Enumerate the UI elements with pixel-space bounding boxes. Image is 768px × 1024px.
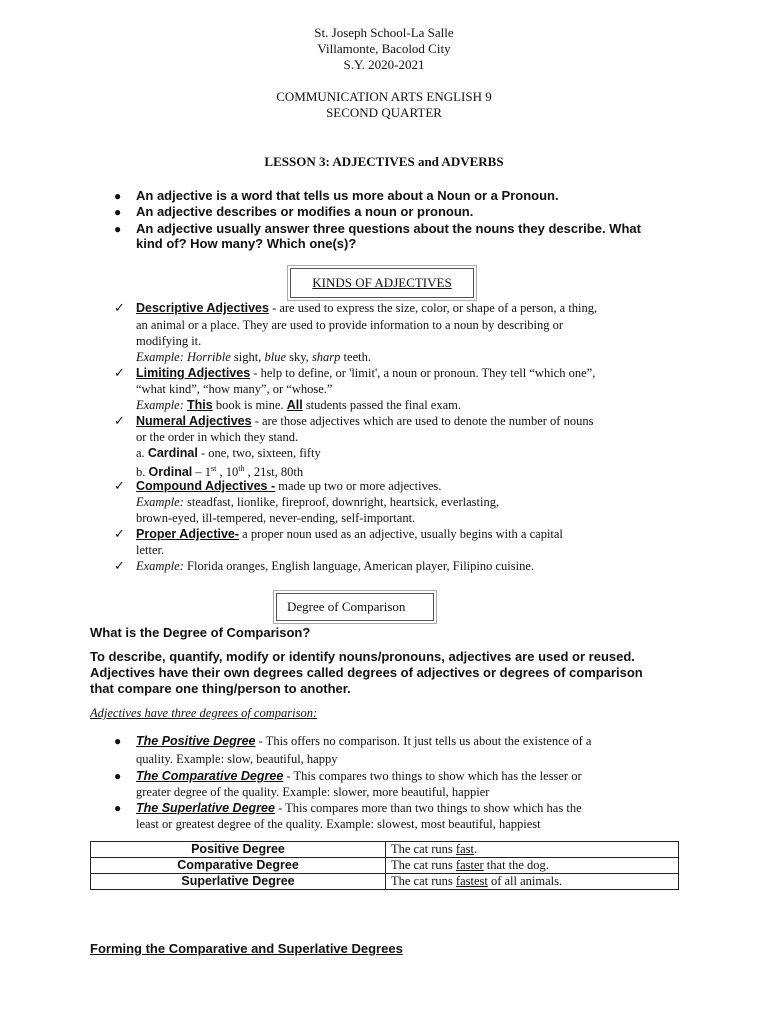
- degree-heading: Degree of Comparison: [287, 599, 406, 614]
- degree-heading-box: [276, 593, 434, 621]
- school-year: S.Y. 2020-2021: [343, 57, 425, 72]
- kind-limiting-line: “what kind”, “how many”, or “whose.”: [136, 382, 333, 396]
- kind-compound-example-line: brown-eyed, ill-tempered, never-ending, self-important.: [136, 511, 416, 525]
- kind-descriptive-line: modifying it.: [136, 334, 202, 348]
- school-name: St. Joseph School-La Salle: [314, 25, 454, 40]
- degree-paragraph-line: Adjectives have their own degrees called degrees of adjectives or degrees of comparison: [90, 665, 643, 680]
- intro-bullet: ● An adjective is a word that tells us more about a Noun or a Pronoun.: [114, 188, 559, 203]
- three-degrees-heading: Adjectives have three degrees of comparison:: [90, 706, 318, 720]
- intro-bullet: ● An adjective usually answer three questions about the nouns they describe. What: [114, 221, 641, 236]
- kind-proper-line: letter.: [136, 543, 165, 557]
- table-cell-example: The cat runs fast.: [386, 842, 679, 858]
- bullet-icon: ●: [114, 205, 122, 219]
- kind-numeral-line: or the order in which they stand.: [136, 430, 299, 444]
- checkmark-icon: ✓: [114, 558, 125, 573]
- checkmark-icon: ✓: [114, 526, 125, 541]
- intro-bullet-continued: kind of? How many? Which one(s)?: [136, 236, 357, 251]
- table-row: [91, 842, 679, 858]
- bullet-icon: ●: [114, 801, 122, 815]
- degree-item-positive-line: quality. Example: slow, beautiful, happy: [136, 752, 338, 766]
- kind-proper-example: ✓ Example: Florida oranges, English language, American player, Filipino cuisine.: [114, 558, 535, 573]
- degree-item-comparative-line: greater degree of the quality. Example: slower, more beautiful, happier: [136, 785, 490, 799]
- kind-limiting-example: Example: This book is mine. All students passed the final exam.: [136, 398, 461, 412]
- table-cell-example: The cat runs fastest of all animals.: [386, 874, 679, 890]
- kind-limiting: ✓ Limiting Adjectives - help to define, or 'limit', a noun or pronoun. They tell “which one”,: [114, 365, 596, 380]
- checkmark-icon: ✓: [114, 413, 125, 428]
- checkmark-icon: ✓: [114, 365, 125, 380]
- bullet-icon: ●: [114, 189, 122, 203]
- degree-question: What is the Degree of Comparison?: [90, 625, 311, 640]
- quarter-title: SECOND QUARTER: [326, 105, 442, 120]
- kind-numeral: ✓ Numeral Adjectives - are those adjectives which are used to denote the number of nouns: [114, 413, 594, 428]
- degree-paragraph-line: To describe, quantify, modify or identify nouns/pronouns, adjectives are used or reused.: [90, 649, 635, 664]
- kind-numeral-cardinal: a. Cardinal - one, two, sixteen, fifty: [136, 446, 321, 460]
- bullet-icon: ●: [114, 769, 122, 783]
- table-row: [91, 874, 679, 890]
- intro-bullet: ● An adjective describes or modifies a noun or pronoun.: [114, 204, 474, 219]
- table-cell-label: Superlative Degree: [91, 874, 386, 890]
- degree-paragraph-line: that compare one thing/person to another.: [90, 681, 351, 696]
- degree-item-comparative: ● The Comparative Degree - This compares two things to show which has the lesser or: [114, 769, 582, 783]
- kind-compound-example: Example: steadfast, lionlike, fireproof, downright, heartsick, everlasting,: [136, 495, 500, 509]
- kinds-heading: KINDS OF ADJECTIVES: [312, 275, 452, 290]
- degree-item-positive: ● The Positive Degree - This offers no comparison. It just tells us about the existence of a: [114, 734, 592, 748]
- kind-descriptive: ✓ Descriptive Adjectives - are used to express the size, color, or shape of a person, a thing,: [114, 300, 598, 315]
- table-row: [91, 858, 679, 874]
- bullet-icon: ●: [114, 222, 122, 236]
- degree-table: [90, 841, 679, 890]
- checkmark-icon: ✓: [114, 478, 125, 493]
- subject-title: COMMUNICATION ARTS ENGLISH 9: [276, 89, 492, 104]
- kinds-heading-box: [290, 268, 474, 298]
- lesson-title: LESSON 3: ADJECTIVES and ADVERBS: [264, 154, 504, 169]
- degree-item-superlative-line: least or greatest degree of the quality. Example: slowest, most beautiful, happiest: [136, 817, 541, 831]
- kind-proper: ✓ Proper Adjective- a proper noun used as an adjective, usually begins with a capital: [114, 526, 563, 541]
- school-address: Villamonte, Bacolod City: [317, 41, 451, 56]
- kind-descriptive-line: an animal or a place. They are used to provide information to a noun by describing or: [136, 318, 564, 332]
- table-cell-example: The cat runs faster that the dog.: [386, 858, 679, 874]
- kind-numeral-ordinal: b. Ordinal – 1st , 10th , 21st, 80th: [136, 464, 304, 480]
- kind-descriptive-example: Example: Horrible sight, blue sky, sharp teeth.: [136, 350, 371, 364]
- checkmark-icon: ✓: [114, 300, 125, 315]
- kind-compound: ✓ Compound Adjectives - made up two or more adjectives.: [114, 478, 442, 493]
- table-cell-label: Comparative Degree: [91, 858, 386, 874]
- degree-item-superlative: ● The Superlative Degree - This compares more than two things to show which has the: [114, 801, 582, 815]
- forming-heading: Forming the Comparative and Superlative Degrees: [90, 941, 403, 956]
- bullet-icon: ●: [114, 734, 122, 748]
- table-cell-label: Positive Degree: [91, 842, 386, 858]
